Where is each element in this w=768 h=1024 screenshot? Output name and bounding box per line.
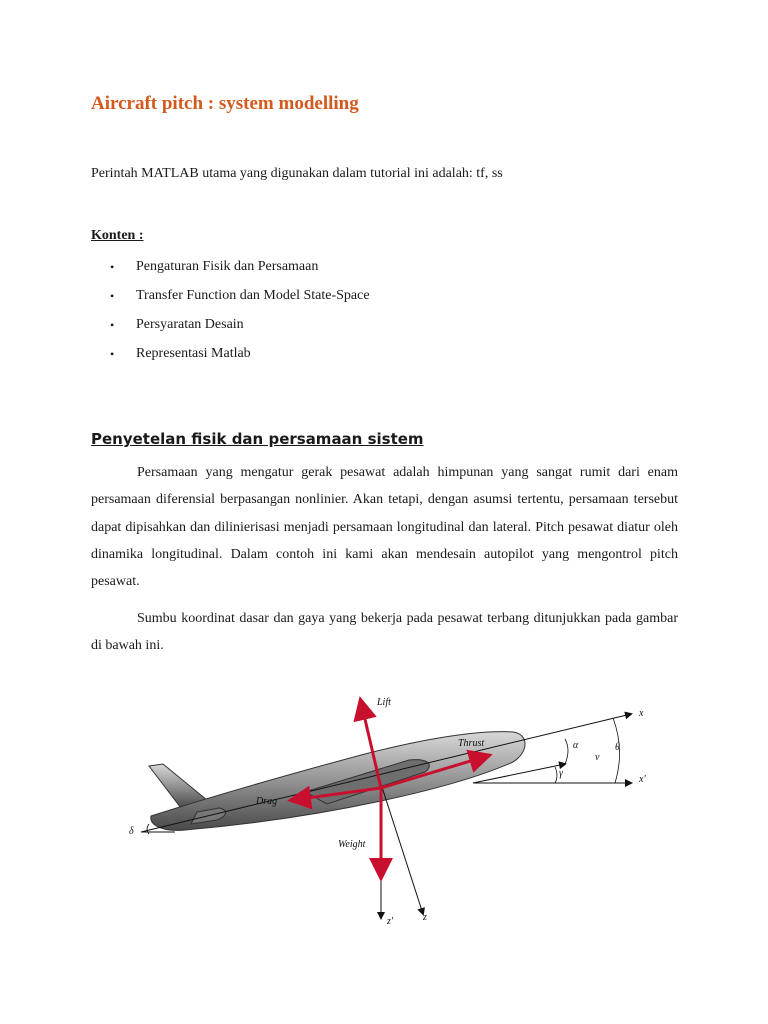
list-item <box>110 315 370 344</box>
alpha-arc <box>565 739 568 764</box>
alpha-label: α <box>573 740 579 751</box>
drag-label: Drag <box>256 796 278 807</box>
bullet-icon: • <box>110 318 115 332</box>
bullet-icon: • <box>110 260 115 274</box>
thrust-label: Thrust <box>458 738 485 749</box>
contents-item-label: Representasi Matlab <box>136 346 251 361</box>
list-item <box>110 286 370 315</box>
intro-text: Perintah MATLAB utama yang digunakan dalam tutorial ini adalah: tf, ss <box>91 166 503 181</box>
body-paragraph-2: Sumbu koordinat dasar dan gaya yang bekerja pada pesawat terbang ditunjukkan pada gambar di bawah ini. <box>91 611 678 654</box>
weight-label: Weight <box>338 839 366 850</box>
z-axis-line <box>381 784 423 914</box>
body-paragraph-1: Persamaan yang mengatur gerak pesawat adalah himpunan yang sangat rumit dari enam persamaan diferensial berpasangan nonlinier. Akan tetapi, dengan asumsi tertentu, persamaan tersebut dapat dipisahkan dan dilinierisasi menjadi persamaan longitudinal dan lateral. Pitch pesawat diatur oleh dinamika longitudinal. Dalam contoh ini kami akan mendesain autopilot yang mengontrol pitch pesawat. <box>91 465 678 590</box>
list-item <box>110 344 370 373</box>
contents-list <box>110 257 370 373</box>
section-heading: Penyetelan fisik dan persamaan sistem <box>91 430 424 448</box>
z-prime-label: z' <box>387 916 394 927</box>
list-item <box>110 257 370 286</box>
aircraft-pitch-diagram <box>125 688 665 933</box>
document-title: Aircraft pitch : system modelling <box>91 93 359 114</box>
contents-item-label: Transfer Function dan Model State-Space <box>136 288 370 303</box>
z-label: z <box>423 912 427 923</box>
contents-item-label: Persyaratan Desain <box>136 317 244 332</box>
lift-label: Lift <box>377 697 391 708</box>
x-label: x <box>639 708 644 719</box>
theta-label: θ <box>615 742 620 753</box>
contents-label: Konten : <box>91 228 144 243</box>
delta-label: δ <box>129 826 134 837</box>
bullet-icon: • <box>110 289 115 303</box>
x-axis-line <box>141 714 631 832</box>
contents-item-label: Pengaturan Fisik dan Persamaan <box>136 259 319 274</box>
gamma-label: γ <box>559 768 563 779</box>
gamma-arc <box>555 767 557 783</box>
x-prime-label: x' <box>639 774 646 785</box>
v-label: v <box>595 752 600 763</box>
bullet-icon: • <box>110 347 115 361</box>
